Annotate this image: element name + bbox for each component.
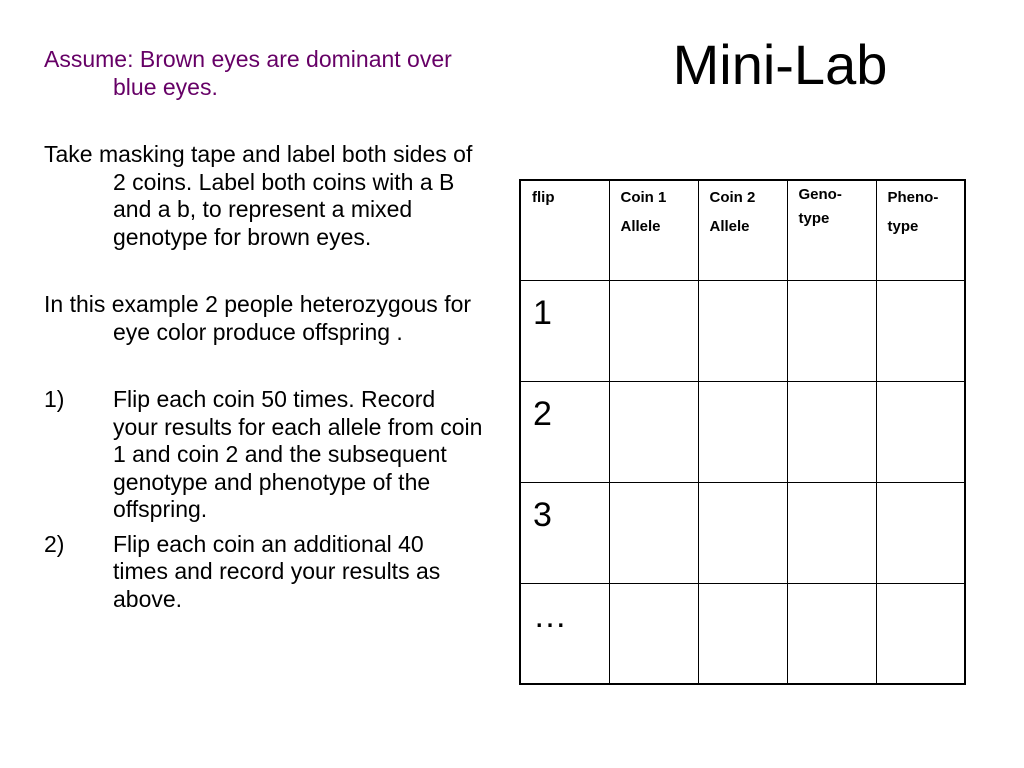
flip-number: 2 [520, 381, 609, 482]
table-header-row [520, 180, 965, 280]
flip-number: 1 [520, 280, 609, 381]
genotype-cell[interactable] [787, 583, 876, 684]
genotype-cell[interactable] [787, 280, 876, 381]
table-row [520, 280, 965, 381]
phenotype-cell[interactable] [876, 583, 965, 684]
coin1-cell[interactable] [609, 583, 698, 684]
page-title: Mini-Lab [672, 33, 888, 96]
phenotype-cell[interactable] [876, 280, 965, 381]
coin2-cell[interactable] [698, 482, 787, 583]
table-row [520, 482, 965, 583]
table-row [520, 381, 965, 482]
example-text: In this example 2 people heterozygous for eye color produce offspring . [44, 291, 472, 345]
genotype-cell[interactable] [787, 482, 876, 583]
step-text: Flip each coin 50 times. Record your results for each allele from coin 1 and coin 2 and the subsequent genotype and phenotype of the offspring. [113, 386, 483, 522]
coin1-cell[interactable] [609, 381, 698, 482]
coin1-cell[interactable] [609, 482, 698, 583]
coin2-cell[interactable] [698, 280, 787, 381]
coin2-cell[interactable] [698, 583, 787, 684]
flip-number: 3 [520, 482, 609, 583]
results-table [519, 179, 966, 685]
step-item [44, 531, 484, 614]
table-row [520, 583, 965, 684]
phenotype-cell[interactable] [876, 381, 965, 482]
phenotype-cell[interactable] [876, 482, 965, 583]
header-coin1-allele: Coin 1 Allele [609, 180, 698, 280]
flip-number: … [520, 583, 609, 684]
step-text: Flip each coin an additional 40 times and record your results as above. [113, 530, 441, 612]
header-coin2-allele: Coin 2 Allele [698, 180, 787, 280]
coin2-cell[interactable] [698, 381, 787, 482]
header-phenotype: Pheno- type [876, 180, 965, 280]
instructions-panel [44, 46, 484, 613]
coin1-cell[interactable] [609, 280, 698, 381]
tape-instruction: Take masking tape and label both sides of 2 coins. Label both coins with a B and a b, to represent a mixed genotype for brown eyes. [44, 141, 473, 250]
step-number: 1) [44, 386, 65, 412]
step-number: 2) [44, 530, 65, 557]
genotype-cell[interactable] [787, 381, 876, 482]
header-flip: flip [520, 180, 609, 280]
assumption-text: Assume: Brown eyes are dominant over blue eyes. [44, 46, 452, 100]
step-item [44, 386, 484, 524]
header-genotype: Geno- type [787, 180, 876, 280]
